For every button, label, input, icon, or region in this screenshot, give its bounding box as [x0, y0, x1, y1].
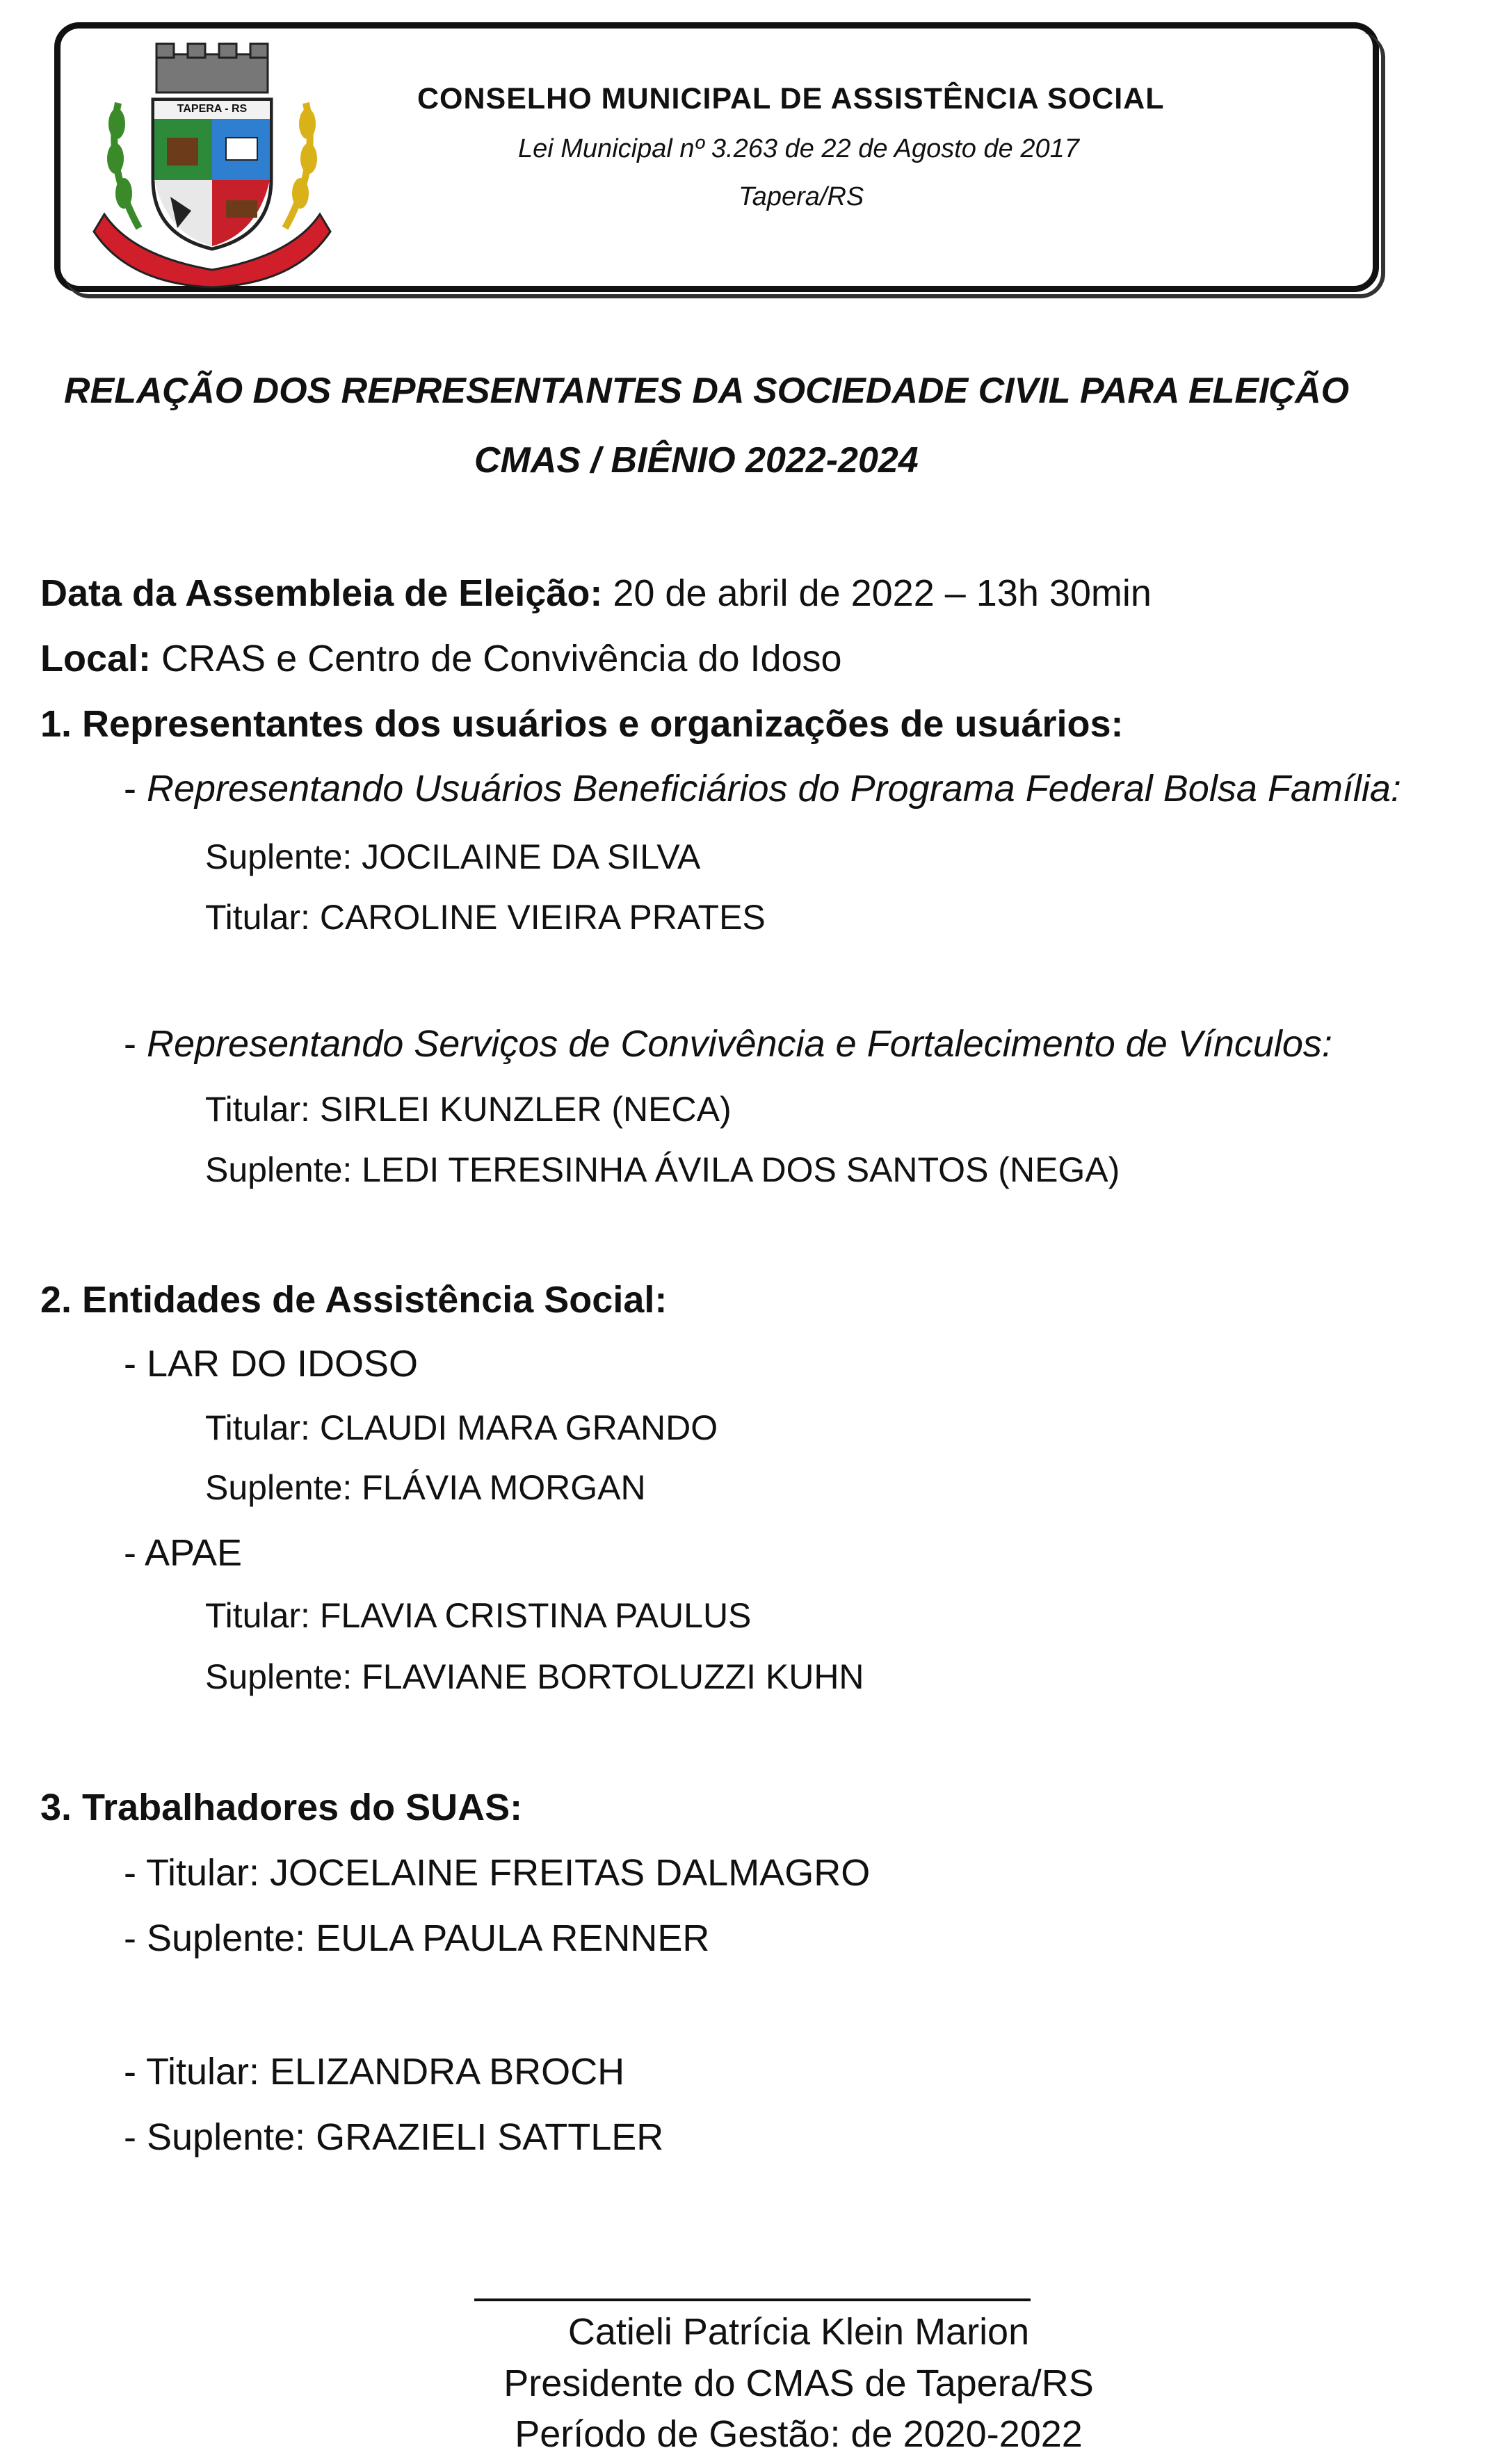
- list-item: - Suplente: GRAZIELI SATTLER: [124, 2116, 664, 2158]
- signature-line: [474, 2298, 1031, 2301]
- assembly-place: [40, 637, 842, 680]
- list-item: - Titular: ELIZANDRA BROCH: [124, 2051, 625, 2093]
- section1-group2-name: Representando Serviços de Convivência e Fortalecimento de Vínculos:: [147, 1023, 1332, 1065]
- assembly-place-label: Local:: [40, 638, 152, 679]
- section1-group2: - Representando Serviços de Convivência e Fortalecimento de Vínculos:: [124, 1023, 1332, 1065]
- list-item: - Titular: JOCELAINE FREITAS DALMAGRO: [124, 1852, 871, 1894]
- list-item: Titular: CLAUDI MARA GRANDO: [205, 1408, 718, 1447]
- section2-group1-name: - LAR DO IDOSO: [124, 1343, 419, 1385]
- section3-heading: 3. Trabalhadores do SUAS:: [40, 1787, 523, 1828]
- list-item: Suplente: FLAVIANE BORTOLUZZI KUHN: [205, 1657, 864, 1696]
- section1-heading: 1. Representantes dos usuários e organizações de usuários:: [40, 703, 1124, 745]
- section1-group1: - Representando Usuários Beneficiários do Programa Federal Bolsa Família:: [124, 768, 1401, 810]
- signature-name: Catieli Patrícia Klein Marion: [567, 2311, 1030, 2353]
- list-item: Suplente: JOCILAINE DA SILVA: [205, 837, 701, 876]
- crest-caption: TAPERA - RS: [177, 103, 248, 115]
- header-organization: CONSELHO MUNICIPAL DE ASSISTÊNCIA SOCIAL: [417, 82, 1165, 115]
- list-item: Titular: SIRLEI KUNZLER (NECA): [205, 1090, 732, 1129]
- list-item: - Suplente: EULA PAULA RENNER: [124, 1917, 710, 1959]
- document-title-line2: CMAS / BIÊNIO 2022-2024: [474, 440, 919, 481]
- header-law: Lei Municipal nº 3.263 de 22 de Agosto de 2017: [518, 134, 1079, 163]
- assembly-date: [40, 572, 1152, 615]
- signature-period: Período de Gestão: de 2020-2022: [515, 2413, 1083, 2455]
- municipal-crest-icon: [90, 40, 334, 291]
- section2-heading: 2. Entidades de Assistência Social:: [40, 1279, 668, 1321]
- section1-group1-name: Representando Usuários Beneficiários do Programa Federal Bolsa Família:: [147, 768, 1401, 810]
- list-item: Suplente: FLÁVIA MORGAN: [205, 1468, 646, 1507]
- assembly-place-value: CRAS e Centro de Convivência do Idoso: [161, 638, 842, 679]
- list-item: Titular: CAROLINE VIEIRA PRATES: [205, 898, 766, 937]
- signature-role: Presidente do CMAS de Tapera/RS: [503, 2362, 1094, 2404]
- document-title-line1: RELAÇÃO DOS REPRESENTANTES DA SOCIEDADE CIVIL PARA ELEIÇÃO: [64, 371, 1350, 411]
- assembly-date-label: Data da Assembleia de Eleição:: [40, 572, 603, 614]
- assembly-date-value: 20 de abril de 2022 – 13h 30min: [613, 572, 1152, 614]
- list-item: Suplente: LEDI TERESINHA ÁVILA DOS SANTOS (NEGA): [205, 1150, 1120, 1189]
- header-city: Tapera/RS: [739, 182, 864, 211]
- list-item: Titular: FLAVIA CRISTINA PAULUS: [205, 1596, 752, 1635]
- section2-group2-name: - APAE: [124, 1532, 243, 1574]
